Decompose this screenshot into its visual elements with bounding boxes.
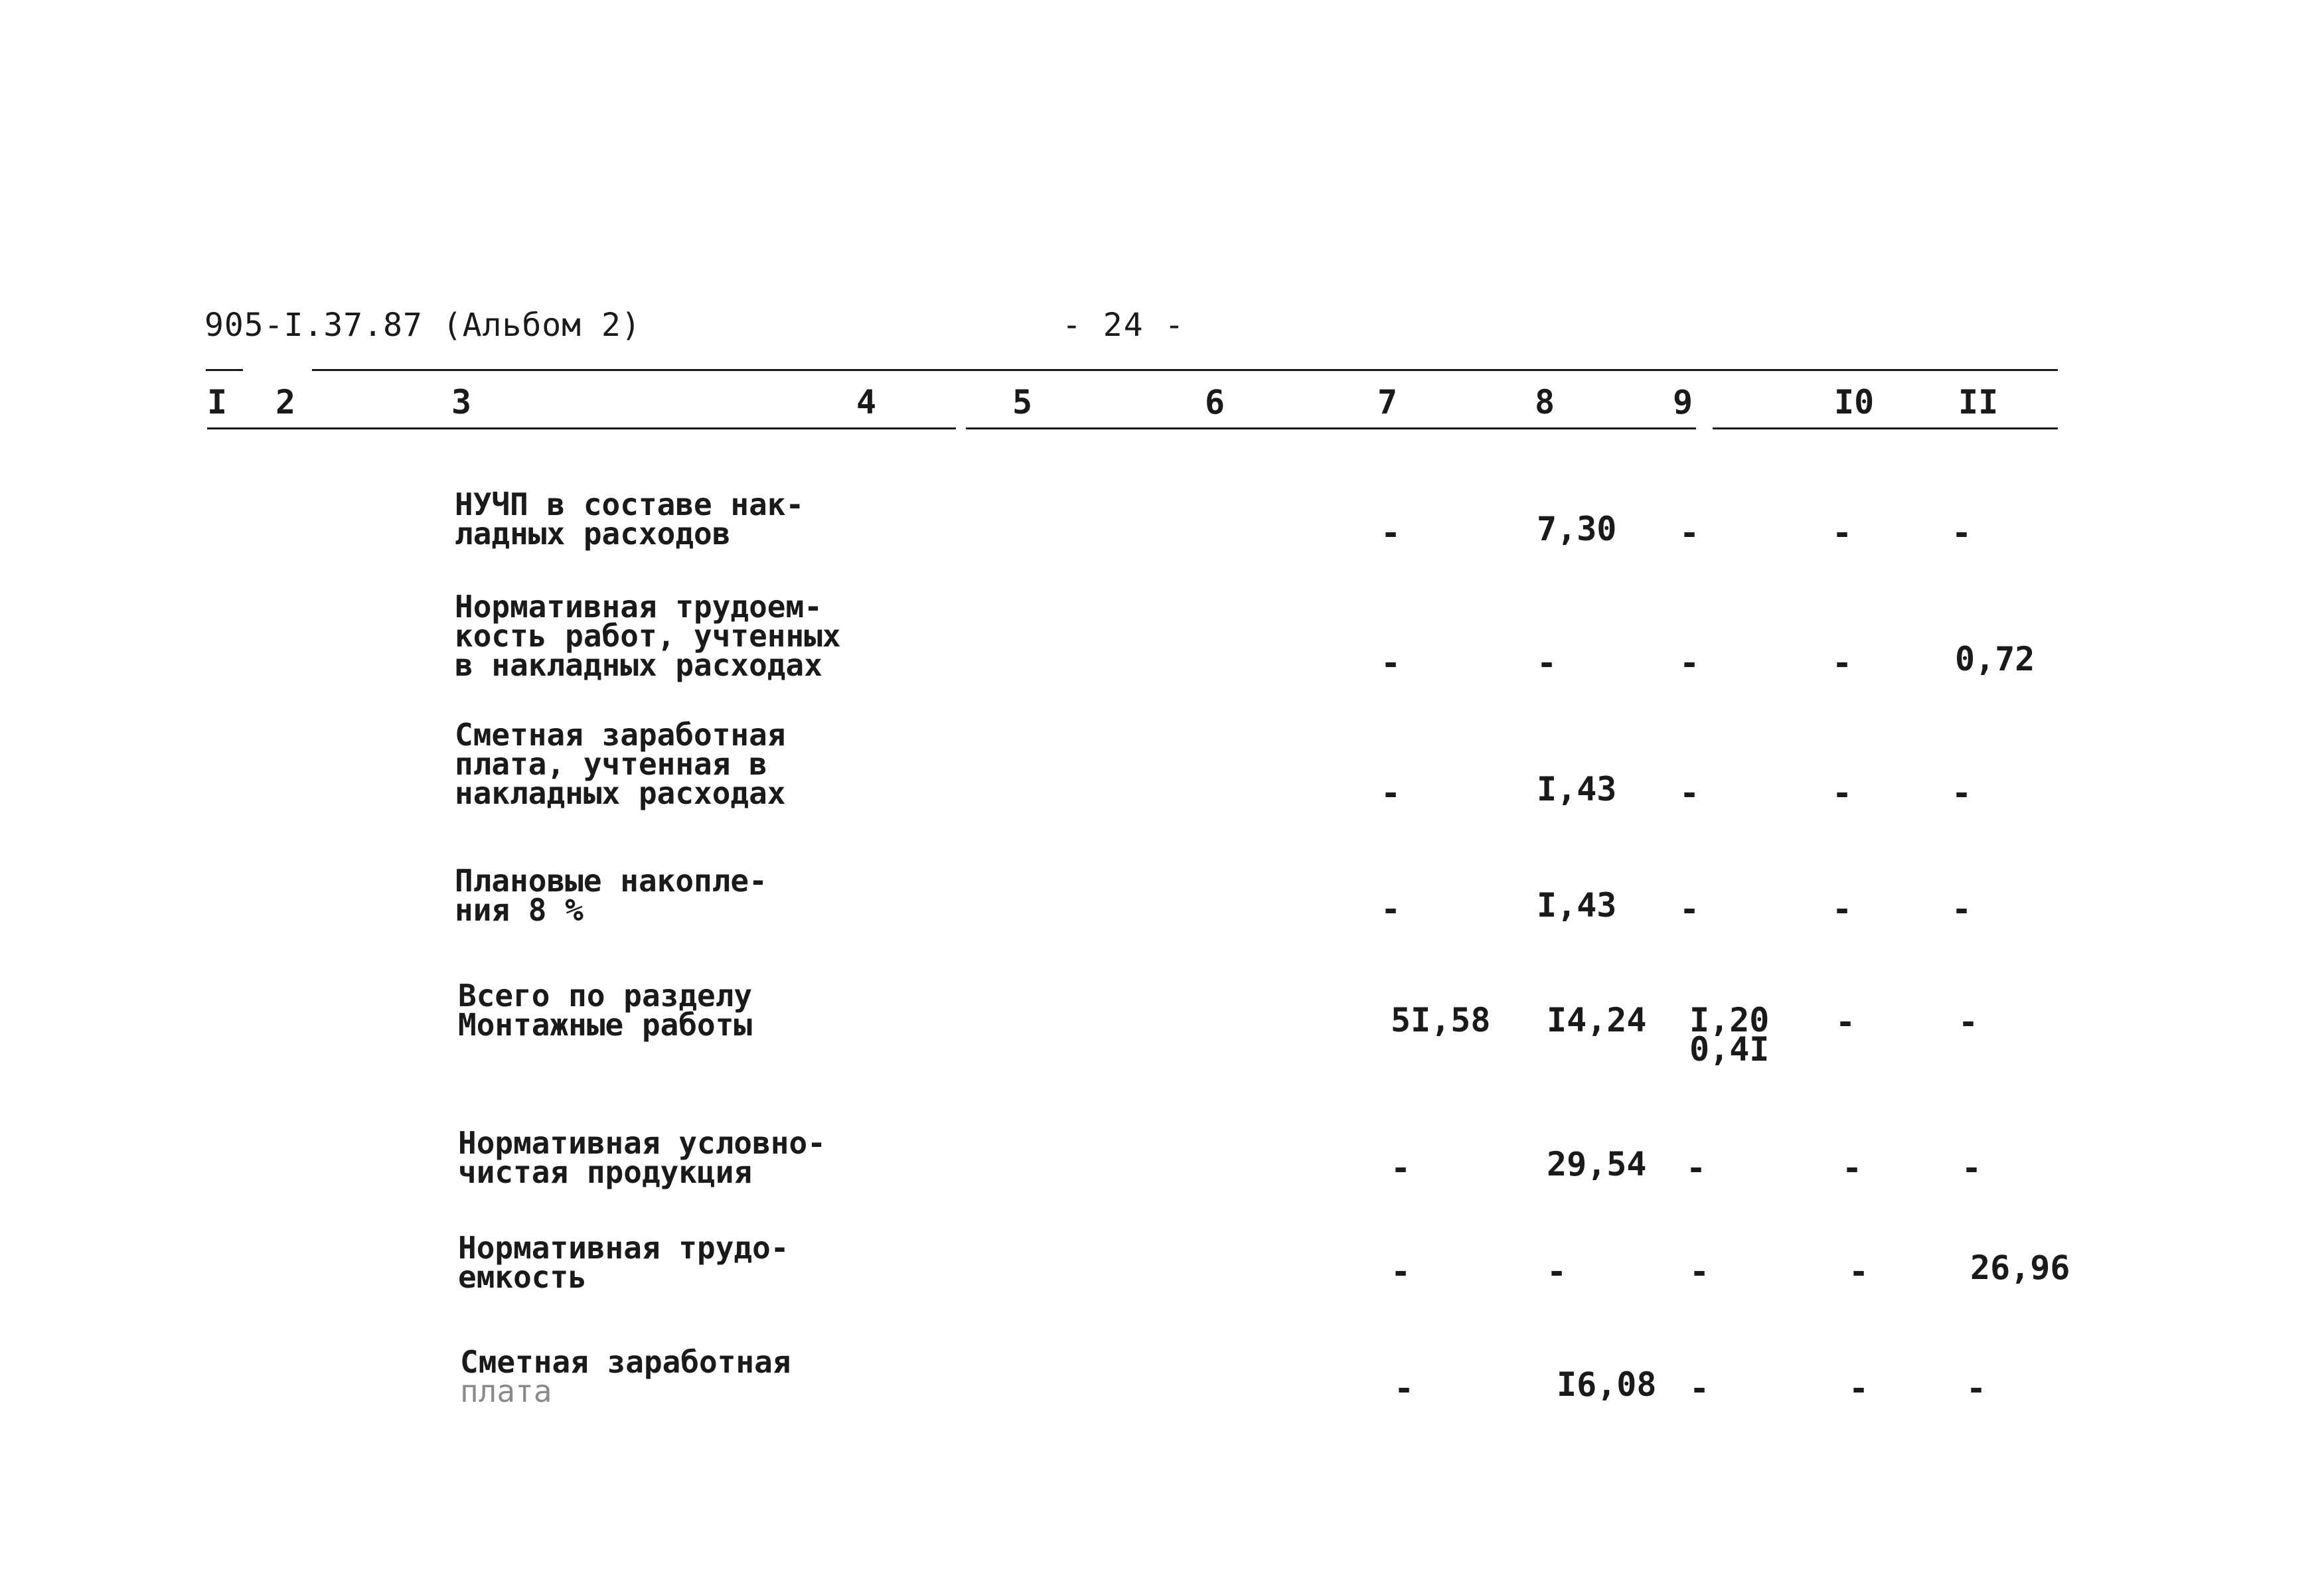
cell-col11: - — [1952, 514, 1972, 552]
cell-col8: I6,08 — [1557, 1365, 1657, 1404]
header-bottom-rule-right — [1713, 427, 2058, 429]
cell-col8: 7,30 — [1537, 510, 1617, 548]
cell-col10: - — [1832, 890, 1853, 929]
cell-col9: - — [1679, 774, 1700, 812]
row-label: Всего по разделу Монтажные работы — [458, 978, 753, 1043]
cell-col10: - — [1849, 1252, 1869, 1291]
column-number-3: 3 — [451, 383, 472, 421]
cell-col9: - — [1679, 514, 1700, 552]
cell-col7: - — [1394, 1369, 1415, 1408]
cell-col8: - — [1547, 1252, 1567, 1291]
row-label: Нормативная условно- чистая продукция — [458, 1125, 826, 1190]
column-number-11: II — [1958, 383, 1999, 421]
row-label: Сметная заработная плата, учтенная в накладных расходах — [455, 717, 786, 811]
header-bottom-rule-left — [207, 427, 956, 429]
cell-col7: - — [1391, 1149, 1411, 1187]
cell-col10: - — [1849, 1369, 1869, 1408]
row-label: Нормативная трудо- емкость — [458, 1230, 789, 1295]
cell-col11: - — [1966, 1369, 1987, 1408]
column-number-6: 6 — [1205, 383, 1225, 421]
cell-col7: - — [1381, 774, 1401, 812]
column-number-9: 9 — [1673, 383, 1693, 421]
cell-col10: - — [1832, 774, 1853, 812]
row-label: Сметная заработная плата — [460, 1344, 791, 1409]
header-bottom-rule-mid — [966, 427, 1696, 429]
cell-col9: I,20 0,4I — [1689, 1001, 1770, 1069]
column-number-8: 8 — [1535, 383, 1555, 421]
row-label: Нормативная трудоем- кость работ, учтенных в накладных расходах — [455, 589, 841, 683]
cell-col8: I,43 — [1537, 886, 1617, 925]
cell-col8: - — [1537, 644, 1557, 682]
column-number-7: 7 — [1377, 383, 1398, 421]
cell-col9: - — [1679, 890, 1700, 929]
cell-col10: - — [1832, 644, 1853, 682]
table-top-rule — [312, 369, 2058, 371]
cell-col9: - — [1689, 1369, 1710, 1408]
cell-col7: - — [1391, 1252, 1411, 1291]
table-top-rule-short — [206, 369, 243, 371]
column-number-1: I — [207, 383, 228, 421]
column-number-10: I0 — [1834, 383, 1875, 421]
cell-col11: 26,96 — [1970, 1248, 2070, 1287]
column-number-2: 2 — [275, 383, 296, 421]
cell-col11: - — [1958, 1003, 1979, 1041]
cell-col11: 0,72 — [1955, 640, 2035, 678]
column-number-5: 5 — [1012, 383, 1033, 421]
cell-col7: - — [1381, 514, 1401, 552]
cell-col11: - — [1962, 1149, 1982, 1187]
cell-col7: 5I,58 — [1391, 1001, 1491, 1039]
cell-col8: I,43 — [1537, 770, 1617, 808]
page-number: - 24 - — [1062, 307, 1186, 344]
cell-col8: 29,54 — [1547, 1145, 1647, 1183]
cell-col9: - — [1686, 1149, 1707, 1187]
cell-col10: - — [1832, 514, 1853, 552]
cell-col7: - — [1381, 644, 1401, 682]
cell-col11: - — [1952, 890, 1972, 929]
cell-col9: - — [1679, 644, 1700, 682]
cell-col10: - — [1842, 1149, 1863, 1187]
cell-col7: - — [1381, 890, 1401, 929]
cell-col9: - — [1689, 1252, 1710, 1291]
column-number-4: 4 — [856, 383, 877, 421]
row-label: Плановые накопле- ния 8 % — [455, 863, 767, 928]
document-code: 905-I.37.87 (Альбом 2) — [204, 307, 641, 344]
row-label: НУЧП в составе нак- ладных расходов — [455, 487, 805, 552]
cell-col8: I4,24 — [1547, 1001, 1647, 1039]
cell-col11: - — [1952, 774, 1972, 812]
cell-col10: - — [1835, 1003, 1856, 1041]
